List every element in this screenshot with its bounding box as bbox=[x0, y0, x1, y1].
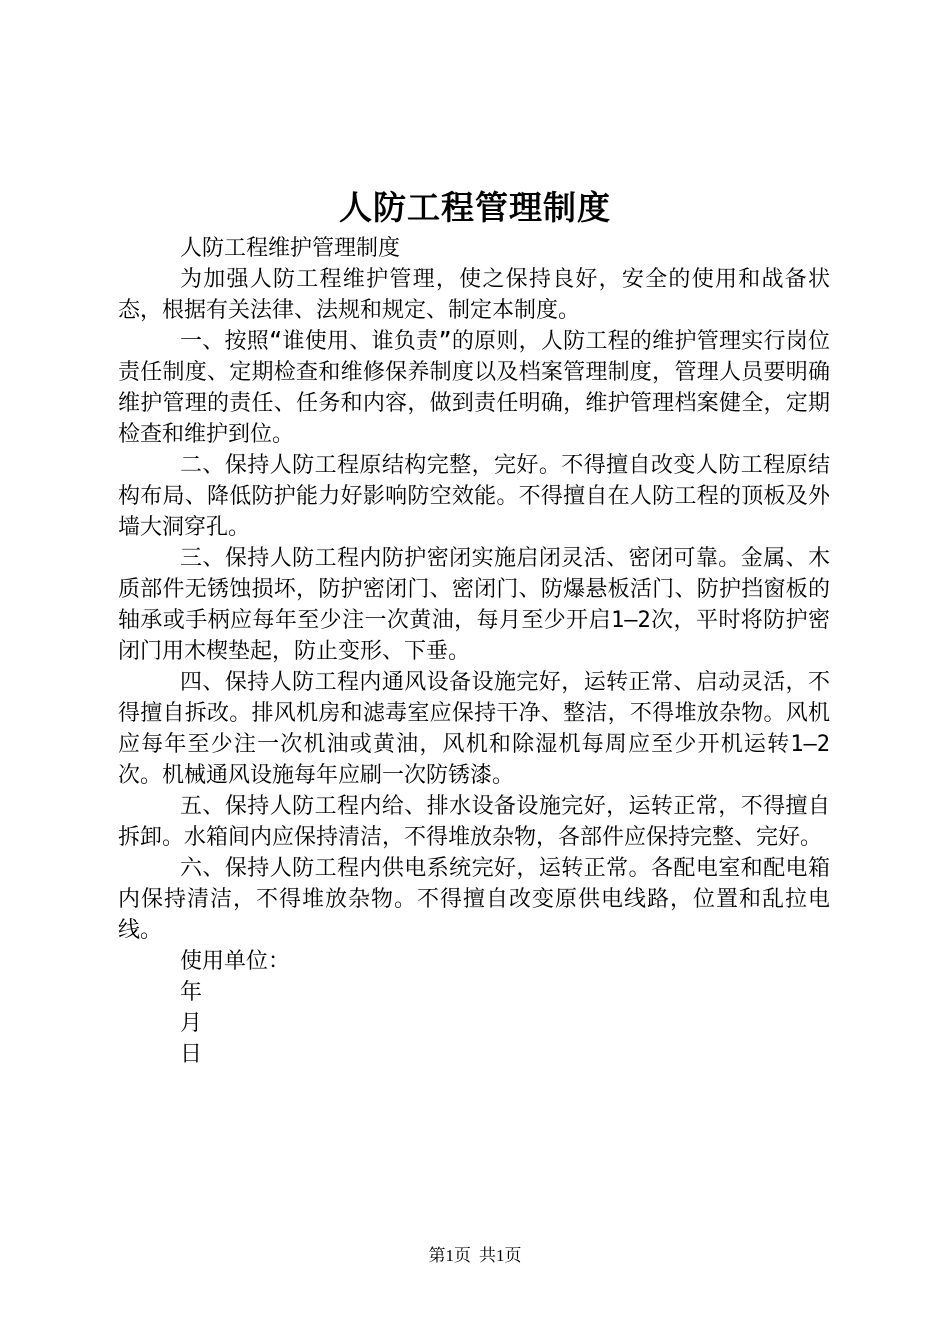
paragraph-item-2: 二、保持人防工程原结构完整，完好。不得擅自改变人防工程原结构布局、降低防护能力好影响防空效能。不得擅自在人防工程的顶板及外墙大洞穿孔。 bbox=[118, 453, 830, 540]
paragraph-intro: 为加强人防工程维护管理，使之保持良好，安全的使用和战备状态，根据有关法律、法规和规定、制定本制度。 bbox=[118, 267, 830, 323]
page-total: 共1页 bbox=[479, 1246, 522, 1265]
page-footer bbox=[0, 1244, 950, 1268]
paragraph-item-1: 一、按照“谁使用、谁负责”的原则，人防工程的维护管理实行岗位责任制度、定期检查和维修保养制度以及档案管理制度，管理人员要明确维护管理的责任、任务和内容，做到责任明确，维护管理档案健全，定期检查和维护到位。 bbox=[118, 329, 830, 447]
document-body bbox=[118, 233, 830, 1070]
paragraph-item-4: 四、保持人防工程内通风设备设施完好，运转正常、启动灵活，不得擅自拆改。排风机房和滤毒室应保持干净、整洁，不得堆放杂物。风机应每年至少注一次机油或黄油，风机和除湿机每周应至少开机运转1—2次。机械通风设施每年应刷一次防锈漆。 bbox=[118, 670, 830, 788]
signature-unit-label: 使用单位： bbox=[180, 949, 291, 974]
paragraph-item-5: 五、保持人防工程内给、排水设备设施完好，运转正常，不得擅自拆卸。水箱间内应保持清洁，不得堆放杂物，各部件应保持完整、完好。 bbox=[118, 794, 830, 850]
signature-day: 日 bbox=[180, 1042, 203, 1067]
paragraph-item-3: 三、保持人防工程内防护密闭实施启闭灵活、密闭可靠。金属、木质部件无锈蚀损坏，防护密闭门、密闭门、防爆悬板活门、防护挡窗板的轴承或手柄应每年至少注一次黄油，每月至少开启1—2次，平时将防护密闭门用木楔垫起，防止变形、下垂。 bbox=[118, 546, 830, 664]
signature-year: 年 bbox=[180, 980, 203, 1005]
section-heading: 人防工程维护管理制度 bbox=[180, 236, 401, 261]
page-number: 第1页 bbox=[428, 1246, 471, 1265]
document-title: 人防工程管理制度 bbox=[339, 188, 611, 227]
signature-month: 月 bbox=[180, 1011, 203, 1036]
paragraph-item-6: 六、保持人防工程内供电系统完好，运转正常。各配电室和配电箱内保持清洁，不得堆放杂物。不得擅自改变原供电线路，位置和乱拉电线。 bbox=[118, 856, 830, 943]
